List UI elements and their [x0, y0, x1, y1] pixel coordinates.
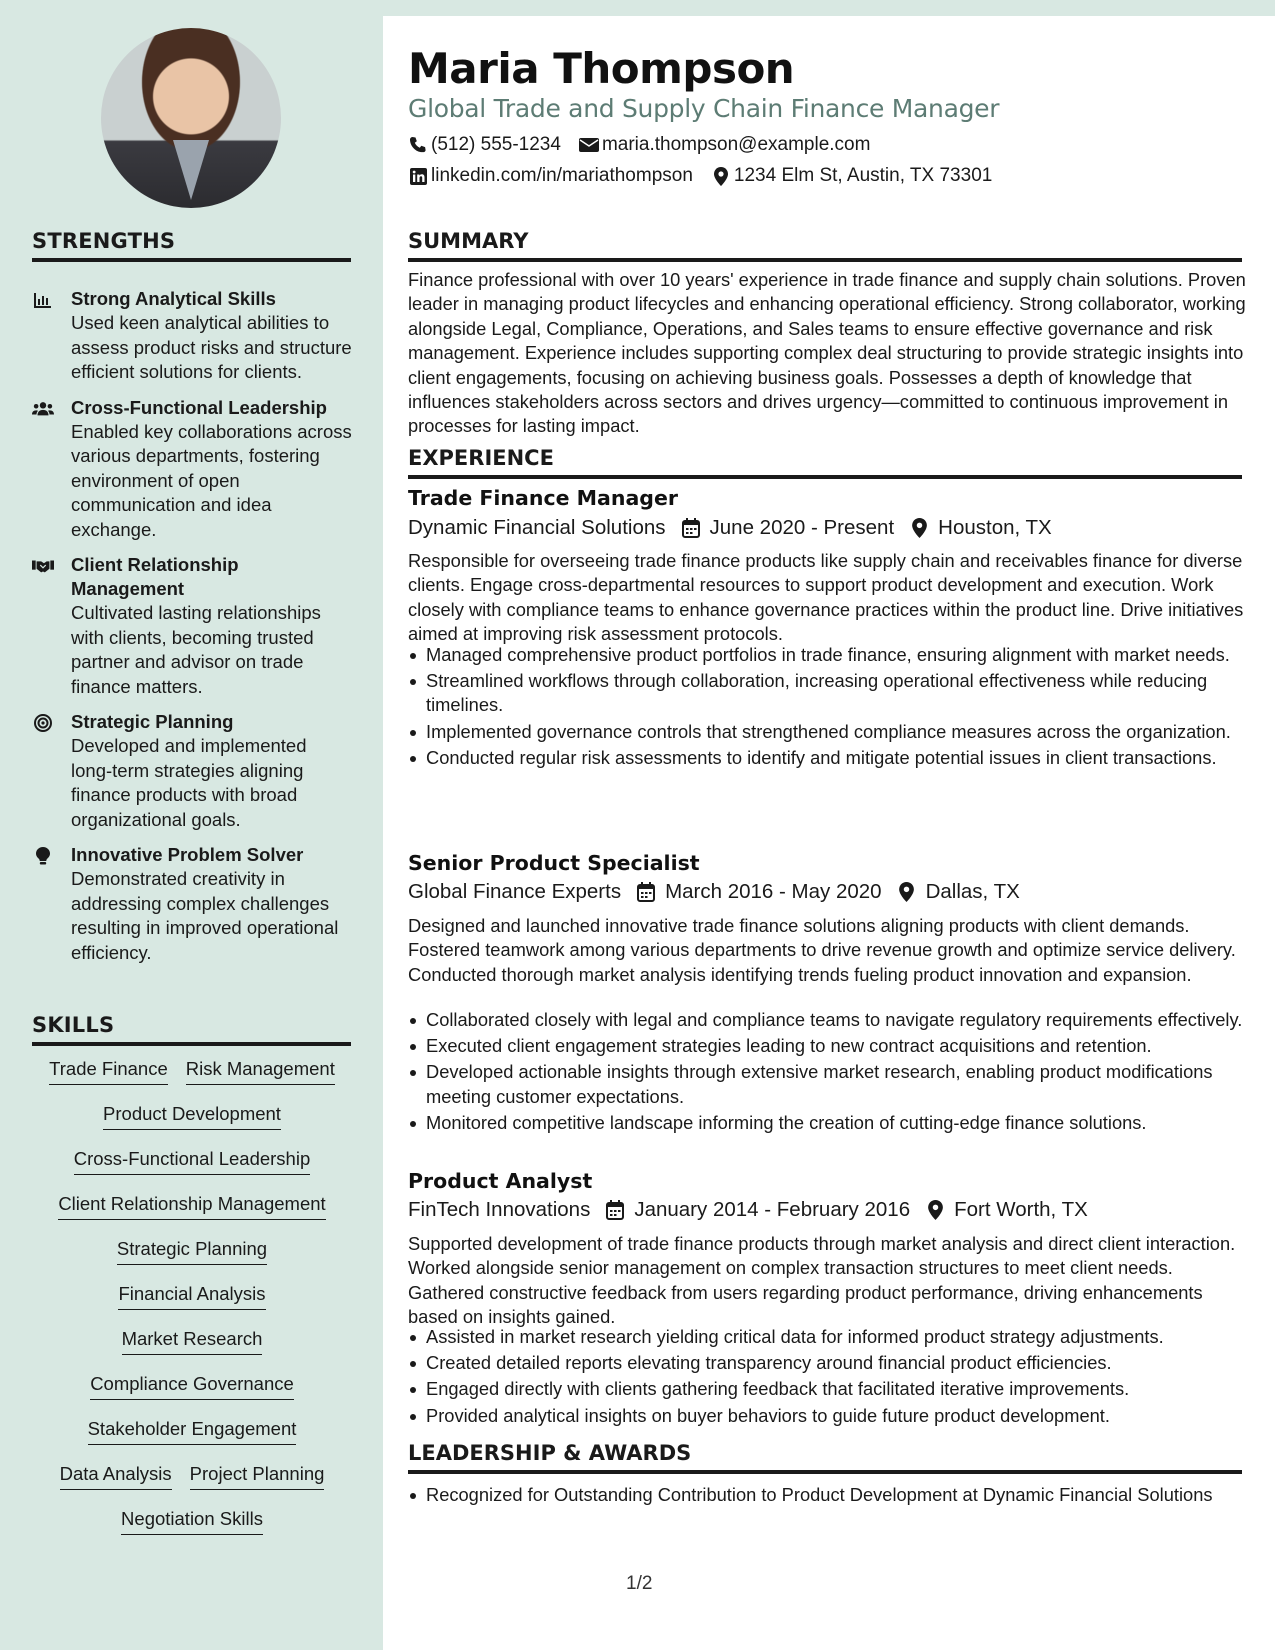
strength-title: Cross-Functional Leadership: [71, 396, 327, 418]
candidate-name: Maria Thompson: [408, 44, 795, 93]
job-meta: [408, 516, 1052, 540]
strength-title: Strategic Planning: [71, 711, 234, 732]
profile-photo: [101, 28, 281, 208]
list-item: Created detailed reports elevating transparency around financial product efficiencies.: [408, 1351, 1253, 1375]
calendar-icon: [635, 881, 657, 903]
job-location: Dallas, TX: [925, 880, 1020, 903]
map-pin-icon: [711, 166, 731, 186]
job-meta: [408, 1198, 1088, 1222]
candidate-title: Global Trade and Supply Chain Finance Manager: [408, 94, 1000, 123]
list-item: Recognized for Outstanding Contribution to Product Development at Dynamic Financial Solutions: [408, 1483, 1253, 1507]
job-meta: [408, 880, 1020, 904]
bar-chart-icon: [32, 290, 54, 310]
list-item: Assisted in market research yielding critical data for informed product strategy adjustments.: [408, 1325, 1253, 1349]
job-dates: June 2020 - Present: [709, 516, 895, 539]
skill-tag: Trade Finance: [49, 1057, 168, 1085]
list-item: Executed client engagement strategies leading to new contract acquisitions and retention.: [408, 1034, 1253, 1058]
phone-icon: [408, 135, 428, 155]
address: 1234 Elm St, Austin, TX 73301: [733, 165, 993, 186]
skill-tag: Product Development: [103, 1102, 281, 1130]
skill-tag: Risk Management: [186, 1057, 335, 1085]
handshake-icon: [32, 556, 54, 576]
job-title: Trade Finance Manager: [408, 486, 678, 510]
job-company: Dynamic Financial Solutions: [408, 516, 666, 539]
envelope-icon: [579, 135, 599, 155]
experience-heading: EXPERIENCE: [408, 446, 1242, 479]
strengths-heading: STRENGTHS: [32, 229, 351, 262]
skills-list: [32, 1057, 352, 1552]
page-number: 1/2: [626, 1573, 653, 1594]
job-dates: January 2014 - February 2016: [634, 1198, 911, 1221]
target-icon: [32, 713, 54, 733]
job-achievements: [408, 643, 1253, 772]
job-description: Supported development of trade finance products through market analysis and direct client interaction. Worked alongside senior management on complex transaction structures to meet client needs. Gathered constructive feedback from users regarding product performance, driving enhancements based on insights gained.: [408, 1233, 1236, 1328]
contact-row-1: [408, 134, 888, 156]
list-item: Streamlined workflows through collaboration, increasing operational effectiveness while reducing timelines.: [408, 669, 1253, 717]
skill-tag: Client Relationship Management: [58, 1192, 325, 1220]
list-item: Managed comprehensive product portfolios in trade finance, ensuring alignment with market needs.: [408, 643, 1253, 667]
strength-item: [32, 710, 352, 832]
job-company: FinTech Innovations: [408, 1198, 591, 1221]
awards-heading: LEADERSHIP & AWARDS: [408, 1441, 1242, 1474]
skill-tag: Strategic Planning: [117, 1237, 267, 1265]
skill-tag: Negotiation Skills: [121, 1507, 263, 1535]
job-title: Senior Product Specialist: [408, 851, 700, 875]
summary-heading: SUMMARY: [408, 229, 1242, 262]
skill-tag: Compliance Governance: [90, 1372, 294, 1400]
strength-description: Used keen analytical abilities to assess product risks and structure efficient solutions for clients.: [71, 312, 352, 382]
list-item: Collaborated closely with legal and compliance teams to navigate regulatory requirements effectively.: [408, 1008, 1253, 1032]
job-company: Global Finance Experts: [408, 880, 622, 903]
skill-tag: Financial Analysis: [118, 1282, 265, 1310]
job-title: Product Analyst: [408, 1169, 593, 1193]
list-item: Provided analytical insights on buyer behaviors to guide future product development.: [408, 1404, 1253, 1428]
awards-list: [408, 1483, 1253, 1509]
skill-tag: Market Research: [122, 1327, 263, 1355]
phone-number[interactable]: (512) 555-1234: [431, 134, 561, 155]
list-item: Engaged directly with clients gathering feedback that facilitated iterative improvements.: [408, 1377, 1253, 1401]
strength-description: Cultivated lasting relationships with clients, becoming trusted partner and advisor on trade finance matters.: [71, 602, 321, 697]
strength-item: [32, 287, 352, 385]
linkedin-icon: [408, 166, 428, 186]
strength-title: Client Relationship Management: [71, 554, 239, 599]
sidebar: [0, 0, 383, 1650]
job-achievements: [408, 1325, 1253, 1430]
summary-text: Finance professional with over 10 years' experience in trade finance and supply chain solutions. Proven leader in managing product lifecycles and enhancing operational efficiency. Strong collaborator, working alongside Legal, Compliance, Operations, and Sales teams to ensure effective governance and risk management. Experience includes supporting complex deal structuring to provide strategic insights into client engagements, focusing on achieving business goals. Possesses a depth of knowledge that influences stakeholders across sectors and drives urgency—committed to continuous improvement in processes for lasting impact.: [408, 269, 1246, 437]
map-pin-icon: [908, 517, 930, 539]
strength-item: [32, 553, 352, 699]
list-item: Monitored competitive landscape informing the creation of cutting-edge finance solutions.: [408, 1111, 1253, 1135]
strength-item: [32, 396, 352, 543]
strengths-list: [32, 287, 352, 976]
strength-description: Enabled key collaborations across various departments, fostering environment of open communication and idea exchange.: [71, 420, 352, 540]
strength-description: Demonstrated creativity in addressing complex challenges resulting in improved operational efficiency.: [71, 868, 339, 963]
main-content: [383, 16, 1275, 1650]
skill-tag: Stakeholder Engagement: [88, 1417, 297, 1445]
skill-tag: Data Analysis: [60, 1462, 172, 1490]
skills-heading: SKILLS: [32, 1013, 351, 1046]
job-location: Houston, TX: [938, 516, 1052, 539]
email-link[interactable]: maria.thompson@example.com: [601, 134, 871, 155]
calendar-icon: [604, 1199, 626, 1221]
calendar-icon: [680, 517, 702, 539]
map-pin-icon: [896, 881, 918, 903]
lightbulb-icon: [32, 846, 54, 866]
job-achievements: [408, 1008, 1253, 1137]
strength-description: Developed and implemented long-term strategies aligning finance products with broad organizational goals.: [71, 735, 307, 830]
skill-tag: Cross-Functional Leadership: [74, 1147, 311, 1175]
list-item: Implemented governance controls that strengthened compliance measures across the organization.: [408, 720, 1253, 744]
strength-item: [32, 843, 352, 965]
linkedin-link[interactable]: linkedin.com/in/mariathompson: [431, 165, 693, 186]
users-icon: [32, 399, 54, 419]
job-dates: March 2016 - May 2020: [665, 880, 882, 903]
contact-row-2: [408, 165, 1010, 187]
map-pin-icon: [924, 1199, 946, 1221]
strength-title: Innovative Problem Solver: [71, 844, 304, 865]
list-item: Developed actionable insights through extensive market research, enabling product modifications meeting customer expectations.: [408, 1060, 1253, 1108]
job-description: Designed and launched innovative trade finance solutions aligning products with client demands. Fostered teamwork among various departments to drive revenue growth and optimize service delivery. Conducted thorough market analysis identifying trends fueling product innovation and expansion.: [408, 915, 1236, 985]
job-description: Responsible for overseeing trade finance products like supply chain and receivables finance for diverse clients. Engage cross-departmental resources to support product development and execution. Work closely with compliance teams to enhance governance practices within the product line. Drive initiatives aimed at improving risk assessment protocols.: [408, 550, 1244, 645]
job-location: Fort Worth, TX: [954, 1198, 1088, 1221]
list-item: Conducted regular risk assessments to identify and mitigate potential issues in client transactions.: [408, 746, 1253, 770]
skill-tag: Project Planning: [190, 1462, 325, 1490]
strength-title: Strong Analytical Skills: [71, 288, 276, 309]
